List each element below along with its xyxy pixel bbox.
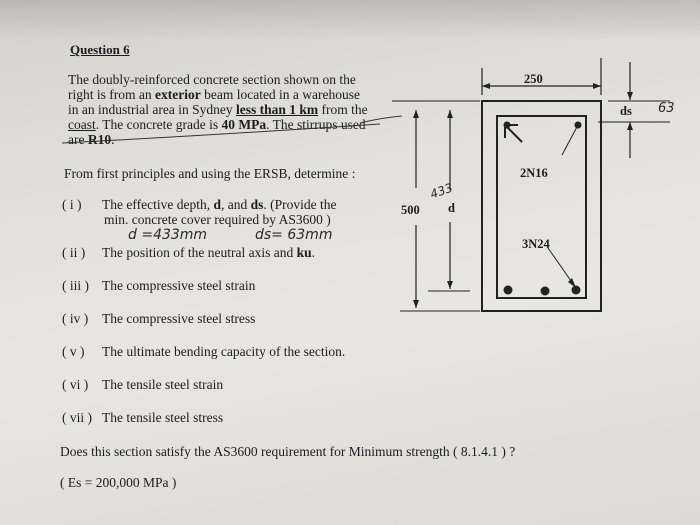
ds-arrow-bottom-head <box>627 122 633 130</box>
top-bars-label: 2N16 <box>520 166 548 180</box>
depth-arrow-up-head <box>413 110 419 118</box>
handwritten-answer-ds: ds= 63mm <box>255 227 333 243</box>
part-i-line2: min. concrete cover required by AS3600 ) <box>104 212 331 227</box>
question-title: Question 6 <box>70 42 130 57</box>
handwritten-note-ds: 63 <box>658 101 675 116</box>
bottom-bars-label: 3N24 <box>522 237 550 251</box>
ds-label: ds <box>620 104 632 118</box>
width-label: 250 <box>524 72 543 86</box>
width-arrow-right <box>593 83 601 89</box>
bottom-bar-right <box>572 286 581 295</box>
intro-line-3: in an industrial area in Sydney less than 1 km from the <box>68 102 368 117</box>
width-arrow-left <box>482 83 490 89</box>
stirrup-hook-diag <box>506 126 522 142</box>
ds-arrow-top-head <box>627 92 633 100</box>
bottom-bar-middle <box>541 287 550 296</box>
depth-arrow-down-head <box>413 300 419 308</box>
intro-line-4: coast. The concrete grade is 40 MPa. The stirrups used <box>68 117 366 132</box>
part-vi: ( vi ) The tensile steel strain <box>62 377 224 392</box>
d-label: d <box>448 201 455 215</box>
intro-line-5: are R10. <box>68 132 115 147</box>
part-ii: ( ii ) The position of the neutral axis and ku. <box>62 245 315 260</box>
pen-stroke-right <box>360 116 402 123</box>
pen-underline-stroke <box>62 124 380 143</box>
depth-label: 500 <box>401 203 420 217</box>
part-iii: ( iii ) The compressive steel strain <box>62 278 256 293</box>
bottom-bars-leader-head <box>568 278 576 288</box>
intro-line-1: The doubly-reinforced concrete section shown on the <box>68 72 356 87</box>
top-bar-left <box>504 122 511 129</box>
es-note: ( Es = 200,000 MPa ) <box>60 475 177 490</box>
instruction-text: From first principles and using the ERSB, determine : <box>64 166 356 181</box>
top-bars-leader <box>562 125 578 155</box>
beam-outline <box>482 101 601 311</box>
part-vii: ( vii ) The tensile steel stress <box>62 410 224 425</box>
part-i: ( i ) The effective depth, d, and ds. (Provide the <box>62 197 337 212</box>
d-arrow-down-head <box>447 281 453 289</box>
bottom-bar-left <box>504 286 513 295</box>
part-v: ( v ) The ultimate bending capacity of the section. <box>62 344 346 359</box>
intro-line-2: right is from an exterior beam located in a warehouse <box>68 87 361 102</box>
final-question: Does this section satisfy the AS3600 requirement for Minimum strength ( 8.1.4.1 ) ? <box>60 444 516 459</box>
handwritten-note-d: 433 <box>428 180 455 202</box>
handwritten-answer-d: d =433mm <box>128 227 208 243</box>
part-iv: ( iv ) The compressive steel stress <box>62 311 256 326</box>
d-arrow-up-head <box>447 110 453 118</box>
stirrup <box>497 116 586 298</box>
